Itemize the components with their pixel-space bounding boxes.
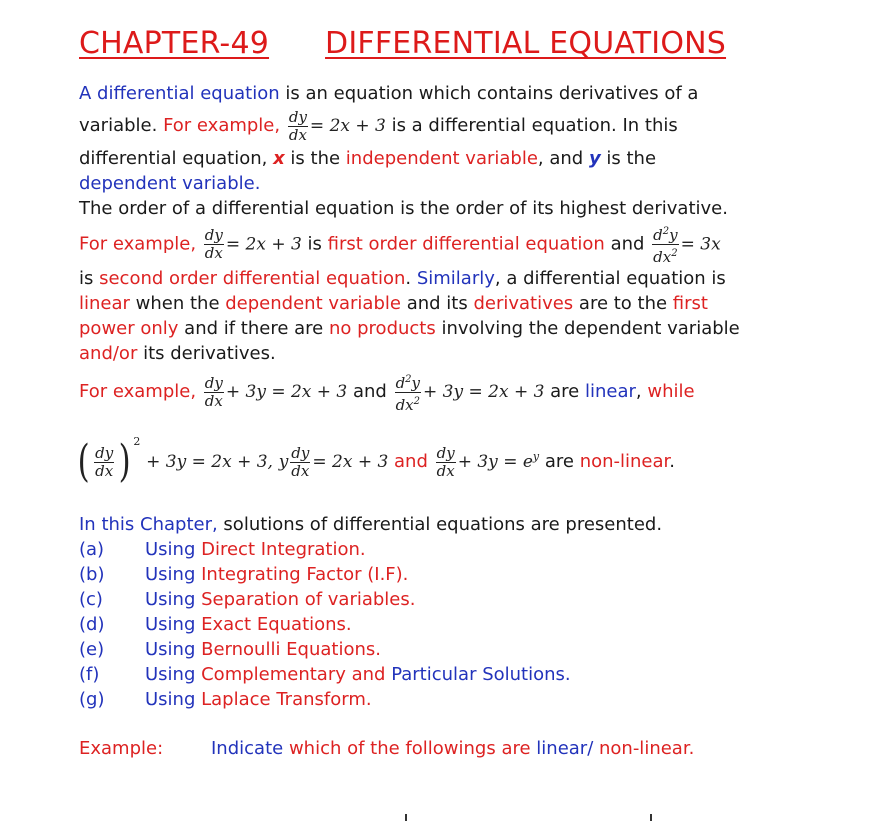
order-definition: The order of a differential equation is the order of its highest derivative. bbox=[79, 198, 728, 219]
d: d bbox=[395, 373, 406, 392]
fraction-d2y-dx2 bbox=[395, 371, 421, 414]
nonlinear-equation-3: + 3y = e bbox=[457, 452, 533, 472]
in-this-chapter: In this Chapter, bbox=[79, 514, 218, 535]
order-example-line-2 bbox=[79, 266, 839, 291]
order-example-line-5 bbox=[79, 341, 839, 366]
text: when the bbox=[129, 293, 226, 314]
text: involving the dependent variable bbox=[435, 318, 740, 339]
nonlinear-equation-2: = 2x + 3 bbox=[312, 452, 389, 472]
using: Using bbox=[145, 689, 202, 710]
fragment-mark bbox=[650, 814, 652, 821]
exponent: 2 bbox=[671, 248, 678, 259]
method-name: Bernoulli Equations. bbox=[201, 639, 381, 660]
text: variable. bbox=[79, 115, 164, 136]
for-example-label: For example, bbox=[163, 115, 281, 136]
intro-line-1 bbox=[79, 81, 839, 106]
chapter-title bbox=[79, 26, 839, 61]
dependent-variable-term: dependent variable bbox=[225, 293, 401, 314]
y-factor: y bbox=[278, 452, 289, 472]
term-differential-equation: A differential equation bbox=[79, 83, 280, 104]
document-page bbox=[79, 18, 839, 761]
list-item bbox=[79, 637, 839, 662]
methods-intro bbox=[79, 512, 839, 537]
exponent: 2 bbox=[662, 226, 670, 237]
chapter-subject: DIFFERENTIAL EQUATIONS bbox=[325, 26, 727, 61]
x-variable: x bbox=[273, 148, 285, 169]
linear-example-line-1 bbox=[79, 370, 839, 414]
text: , and bbox=[537, 148, 589, 169]
dependent-variable: dependent variable. bbox=[79, 173, 261, 194]
linear-term: linear bbox=[79, 293, 130, 314]
similarly-term: Similarly bbox=[416, 268, 495, 289]
while-label: while bbox=[647, 381, 695, 402]
list-item bbox=[79, 662, 839, 687]
item-label: (e) bbox=[79, 639, 105, 660]
cut-off-content bbox=[0, 814, 870, 821]
text: is the bbox=[284, 148, 346, 169]
text: . bbox=[405, 268, 417, 289]
exponent: 2 bbox=[405, 373, 412, 385]
denominator: dx bbox=[204, 244, 223, 262]
dx: dx bbox=[653, 248, 672, 266]
intro-line-4 bbox=[79, 171, 839, 196]
equation-2: + 3y = 2x + 3 bbox=[423, 382, 545, 402]
method-name: Integrating Factor (I.F). bbox=[201, 564, 409, 585]
square-exponent: 2 bbox=[133, 435, 141, 448]
item-label: (a) bbox=[79, 539, 105, 560]
equation-rhs: = 2x + 3 bbox=[309, 116, 386, 136]
y: y bbox=[411, 373, 421, 392]
exponent: 2 bbox=[413, 395, 421, 407]
linear-label: linear bbox=[584, 381, 636, 402]
method-name: Laplace Transform. bbox=[201, 689, 372, 710]
item-label: (d) bbox=[79, 614, 105, 635]
text: are to the bbox=[573, 293, 673, 314]
first-order-term: first order differential equation bbox=[327, 233, 605, 255]
denominator: dx bbox=[95, 461, 114, 480]
denominator: dx bbox=[288, 125, 307, 144]
item-label: (c) bbox=[79, 589, 103, 610]
equation-rhs-2: = 3x bbox=[680, 234, 721, 255]
numerator: dy bbox=[204, 226, 223, 244]
using: Using bbox=[145, 639, 202, 660]
text: , bbox=[635, 381, 648, 402]
methods-list bbox=[79, 537, 839, 712]
method-name: Direct Integration. bbox=[201, 539, 366, 560]
text: differential equation, bbox=[79, 148, 274, 169]
order-example-line-4 bbox=[79, 316, 839, 341]
using: Using bbox=[145, 539, 202, 560]
which-text: which of the followings are bbox=[288, 738, 537, 759]
text: and bbox=[347, 381, 393, 402]
item-label: (g) bbox=[79, 689, 105, 710]
order-example-line-3 bbox=[79, 291, 839, 316]
fraction-dy-dx bbox=[290, 445, 310, 480]
list-item bbox=[79, 612, 839, 637]
and-label: and bbox=[394, 451, 428, 472]
text: are bbox=[539, 451, 580, 472]
fraction-dy-dx bbox=[436, 445, 456, 480]
fraction-dy-dx bbox=[204, 375, 224, 410]
method-name: Separation of variables. bbox=[201, 589, 416, 610]
numerator: dy bbox=[95, 443, 114, 462]
example-line bbox=[79, 736, 839, 761]
nonlinear-label: non-linear bbox=[579, 451, 670, 472]
fragment-mark bbox=[405, 814, 407, 821]
example-label: Example: bbox=[79, 738, 164, 759]
text: is bbox=[301, 233, 328, 255]
first-term: first bbox=[672, 293, 708, 314]
text: and bbox=[604, 233, 651, 255]
method-name: Exact Equations. bbox=[201, 614, 352, 635]
d: d bbox=[653, 226, 663, 244]
text: are bbox=[544, 381, 585, 402]
for-example-label: For example, bbox=[79, 233, 197, 255]
list-item bbox=[79, 587, 839, 612]
second-order-term: second order differential equation bbox=[99, 268, 406, 289]
numerator: dy bbox=[204, 373, 223, 392]
denominator: dx bbox=[436, 461, 455, 480]
using: Using bbox=[145, 664, 202, 685]
fraction-dy-dx bbox=[204, 227, 224, 262]
item-label: (f) bbox=[79, 664, 100, 685]
y: y bbox=[669, 226, 678, 244]
text: is the bbox=[600, 148, 657, 169]
method-name: Complementary bbox=[201, 664, 346, 685]
using: Using bbox=[145, 589, 202, 610]
intro-line-3 bbox=[79, 146, 839, 171]
right-parenthesis: ) bbox=[118, 436, 131, 487]
numerator: dy bbox=[291, 443, 310, 462]
equation-rhs: = 2x + 3 bbox=[225, 234, 302, 255]
derivatives-term: derivatives bbox=[473, 293, 574, 314]
power-only-term: power only bbox=[79, 318, 179, 339]
nonlinear-text: non-linear. bbox=[593, 738, 695, 759]
linear-text: linear/ bbox=[536, 738, 594, 759]
method-name-2: Particular Solutions. bbox=[391, 664, 571, 685]
text: and if there are bbox=[178, 318, 329, 339]
denominator: dx bbox=[204, 391, 223, 410]
numerator: dy bbox=[436, 443, 455, 462]
dx: dx bbox=[395, 395, 414, 414]
e-exponent: y bbox=[532, 450, 540, 463]
and-text: and bbox=[345, 664, 392, 685]
chapter-number: CHAPTER-49 bbox=[79, 26, 270, 61]
text: its derivatives. bbox=[137, 343, 276, 364]
for-example-label: For example, bbox=[79, 381, 197, 402]
order-example-line-1 bbox=[79, 223, 839, 266]
nonlinear-equation-1: + 3y = 2x + 3, bbox=[146, 452, 273, 472]
and-or-term: and/or bbox=[79, 343, 138, 364]
indicate: Indicate bbox=[211, 738, 289, 759]
numerator: dy bbox=[288, 107, 307, 126]
text: , a differential equation is bbox=[494, 268, 726, 289]
y-variable: y bbox=[588, 148, 601, 169]
text: . bbox=[669, 451, 676, 472]
item-label: (b) bbox=[79, 564, 105, 585]
using: Using bbox=[145, 614, 202, 635]
list-item bbox=[79, 687, 839, 712]
list-item bbox=[79, 562, 839, 587]
fraction-d2y-dx2 bbox=[652, 223, 678, 266]
text: solutions of differential equations are presented. bbox=[217, 514, 663, 535]
text: is a differential equation. In this bbox=[385, 115, 678, 136]
fraction-dy-dx bbox=[288, 109, 308, 144]
using: Using bbox=[145, 564, 202, 585]
nonlinear-example-line bbox=[75, 414, 839, 490]
no-products-term: no products bbox=[328, 318, 436, 339]
text: and its bbox=[400, 293, 474, 314]
denominator: dx bbox=[291, 461, 310, 480]
intro-line-2 bbox=[79, 106, 839, 146]
text: is bbox=[79, 268, 100, 289]
independent-variable: independent variable bbox=[345, 148, 538, 169]
left-parenthesis: ( bbox=[77, 436, 90, 487]
list-item bbox=[79, 537, 839, 562]
fraction-dy-dx bbox=[94, 445, 114, 480]
equation-1: + 3y = 2x + 3 bbox=[225, 382, 348, 402]
definition-text: is an equation which contains derivatives of a bbox=[279, 83, 699, 104]
